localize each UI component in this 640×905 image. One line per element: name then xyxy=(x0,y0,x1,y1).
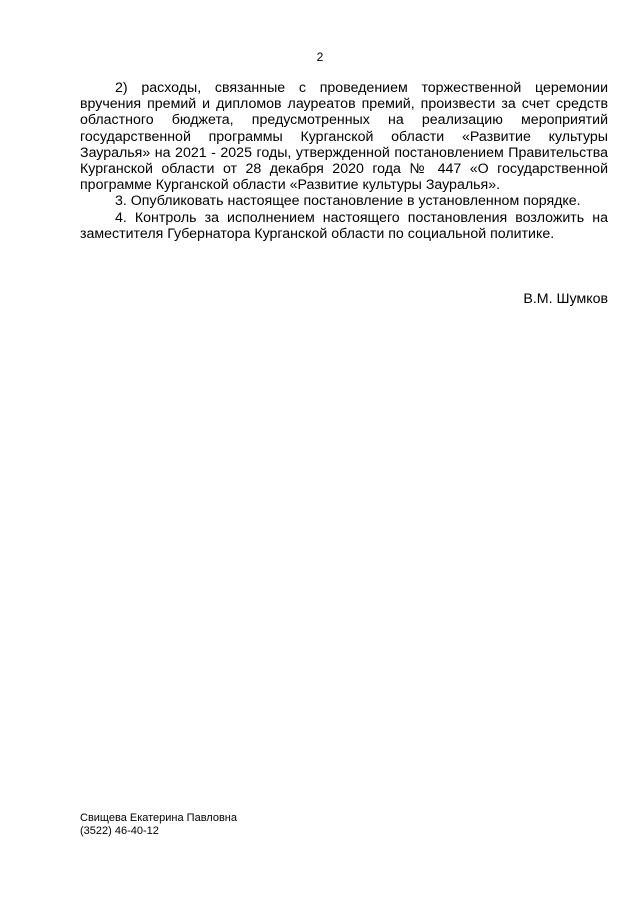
paragraph-publish: 3. Опубликовать настоящее постановление в установленном порядке. xyxy=(115,193,581,210)
executor-phone: (3522) 46-40-12 xyxy=(80,825,159,837)
executor-block xyxy=(80,812,237,838)
signature-name: В.М. Шумков xyxy=(523,291,608,307)
document-body xyxy=(80,80,608,242)
executor-name: Свищева Екатерина Павловна xyxy=(80,812,237,824)
page-number: 2 xyxy=(316,50,324,64)
paragraph-expenses: 2) расходы, связанные с проведением торжественной церемонии вручения премий и дипломов лауреатов премий, произвести за счет средств областного бюджета, предусмотренных на реализацию мероприятий государственной программы Курганской области «Развитие культуры Зауралья» на 2021 - 2025 годы, утвержденной постановлением Правительства Курганской области от 28 декабря 2020 года № 447 «О государственной программе Курганской области «Развитие культуры Зауралья». xyxy=(80,80,608,194)
paragraph-control: 4. Контроль за исполнением настоящего постановления возложить на заместителя Губернатора Курганской области по социальной политике. xyxy=(80,209,608,242)
